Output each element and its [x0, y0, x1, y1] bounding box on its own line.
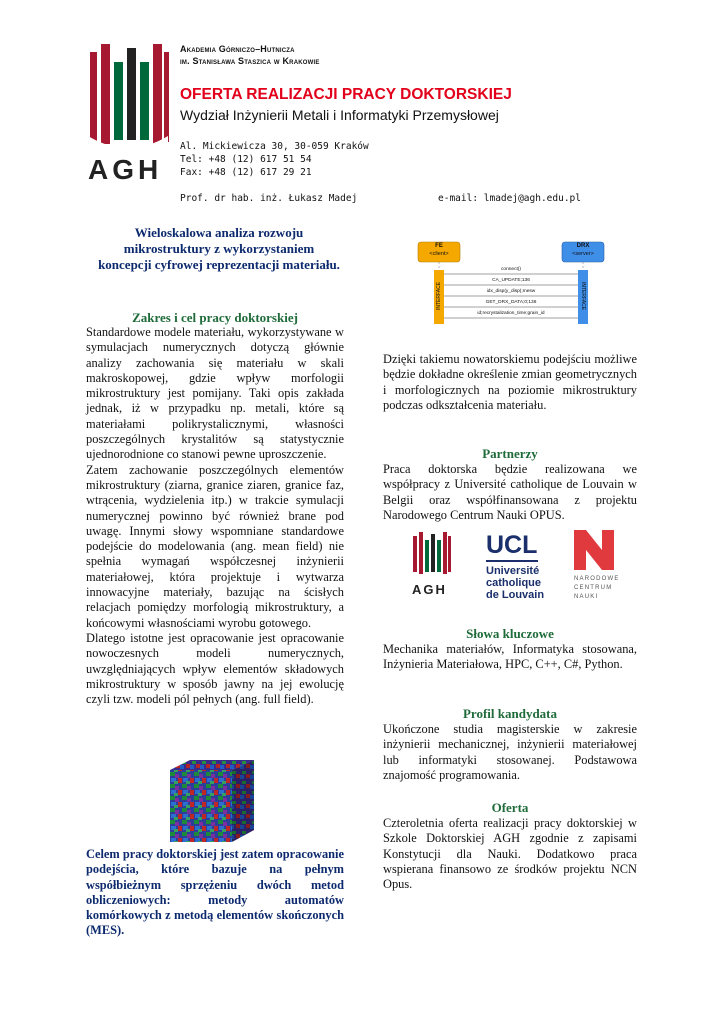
- offer-heading: Oferta: [491, 800, 529, 815]
- diagram-server-title: DRX: [576, 243, 590, 249]
- ncn-emblem-icon: [574, 530, 614, 570]
- ncn-line-3: NAUKI: [574, 594, 599, 600]
- partner-ncn-logo: [574, 530, 634, 606]
- ucl-line-2: catholique: [486, 577, 542, 589]
- diagram-message: connect(): [501, 267, 521, 272]
- profile-heading: Profil kandydata: [462, 706, 558, 721]
- scope-paragraph-3: Dlatego istotne jest opracowanie jest opracowanie nowoczesnych modeli numerycznych, uwzględniających wpływ elementów składowych mikrostruktury w sposób jawny na jej ewolucję czyli tzw. modeli pól pełnych (ang. full field).: [86, 630, 344, 707]
- address: Al. Mickiewicza 30, 30-059 Kraków: [180, 141, 369, 152]
- thesis-title: Wieloskalowa analiza rozwoju mikrostruktury z wykorzystaniem koncepcji cyfrowej reprezentacji materiału.: [98, 225, 340, 272]
- phone: Tel: +48 (12) 617 51 54: [180, 154, 312, 165]
- scope-text: [86, 325, 344, 707]
- faculty-name: Wydział Inżynierii Metali i Informatyki Przemysłowej: [180, 107, 499, 123]
- diagram-left-interface: INTERFACE: [436, 281, 442, 311]
- goal-text: Celem pracy doktorskiej jest zatem opracowanie podejścia, które bazuje na pełnym współbieżnym sprzężeniu dwóch metod obliczeniowych: metody automatów komórkowych z metodą elementów skończonych (MES).: [86, 847, 344, 938]
- diagram-right-interface: INTERFACE: [580, 281, 586, 311]
- diagram-message: CA_UPDATE;136: [492, 278, 530, 283]
- partner-ucl-logo: [486, 532, 546, 601]
- diagram-server-sub: <server>: [572, 251, 594, 257]
- diagram-message: GET_DRX_DATA;0;136: [485, 300, 537, 305]
- scope-paragraph-2: Zatem zachowanie poszczególnych elementów mikrostruktury (ziarna, granice ziaren, granice faz, wtrącenia, wydzielenia itp.) w trakcie symulacji numerycznej powinno być również brane pod uwagę. Innymi słowy wspomniane standardowe podejście do modelowania (ang. mean field) nie spełnia wymagań współczesnej inżynierii materiałowej, która projektuje i wytwarza innowacyjne materiały, bazując na ścisłych relacjach pomiędzy morfologią mikrostruktury, a końcowymi własnościami wyrobu gotowego.: [86, 462, 344, 630]
- agh-emblem-icon: [412, 530, 452, 580]
- microstructure-image: [170, 760, 258, 842]
- academy-name-line1: Akademia Górniczo–Hutnicza: [180, 44, 295, 54]
- scope-paragraph-1: Standardowe modele materiału, wykorzystywane w symulacjach numerycznych dotyczą głównie analizy zachowania się materiału w skali makroskopowej, gdzie wpływ morfologii mikrostruktury jest pomijany. Taki opis zakłada jednak, iż w przypadku np. metali, które są materiałami polikrystalicznymi, własności poszczególnych krystalitów są statystycznie ujednorodnione co stanowi pewne uproszczenie.: [86, 325, 344, 462]
- keywords-text: Mechanika materiałów, Informatyka stosowana, Inżynieria Materiałowa, HPC, C++, C#, Python.: [383, 642, 637, 672]
- diagram-message: idx_disp(y_disp);mesw: [486, 289, 536, 294]
- academy-name-line2: im. Stanisława Staszica w Krakowie: [180, 56, 320, 66]
- partner-agh-logo: [412, 530, 452, 602]
- ucl-line-3: de Louvain: [486, 589, 545, 601]
- partners-heading: Partnerzy: [482, 446, 538, 461]
- diagram-client-title: FE: [435, 243, 443, 249]
- agh-logo-text: AGH: [88, 154, 163, 185]
- ncn-line-2: CENTRUM: [574, 585, 613, 591]
- diagram-client-sub: <client>: [429, 251, 449, 257]
- ucl-line-1: Université: [486, 565, 540, 577]
- approach-text: Dzięki takiemu nowatorskiemu podejściu możliwe będzie dokładne określenie zmian geometrycznych i morfologicznych na poziomie mikrostruktury podczas odkształcenia materiału.: [383, 352, 637, 412]
- diagram-message: id;recrystalization_time;grain_id: [477, 311, 545, 316]
- offer-text: Czteroletnia oferta realizacji pracy doktorskiej w Szkole Doktorskiej AGH zgodnie z zapisami Konstytucji dla Nauki. Dodatkowo praca wspierana finansowo ze środków projektu NCN Opus.: [383, 816, 637, 892]
- partners-text: Praca doktorska będzie realizowana we współpracy z Université catholique de Louvain w Belgii oraz współfinansowana z projektu Narodowego Centrum Nauki OPUS.: [383, 462, 637, 522]
- keywords-heading: Słowa kluczowe: [466, 626, 554, 641]
- profile-text: Ukończone studia magisterskie w zakresie inżynierii mechanicznej, inżynierii materiałowej lub informatyki stosowanej. Podstawowa znajomość programowania.: [383, 722, 637, 782]
- ucl-logo-text: UCL: [486, 531, 538, 559]
- ncn-line-1: NARODOWE: [574, 576, 620, 582]
- agh-logo: [86, 40, 170, 190]
- email-link[interactable]: e-mail: lmadej@agh.edu.pl: [438, 193, 581, 204]
- scope-heading: Zakres i cel pracy doktorskiej: [132, 310, 298, 325]
- communication-diagram: [414, 240, 610, 330]
- supervisor: Prof. dr hab. inż. Łukasz Madej: [180, 193, 358, 204]
- partner-agh-text: AGH: [412, 582, 447, 597]
- fax: Fax: +48 (12) 617 29 21: [180, 167, 312, 178]
- page-title: OFERTA REALIZACJI PRACY DOKTORSKIEJ: [180, 86, 512, 103]
